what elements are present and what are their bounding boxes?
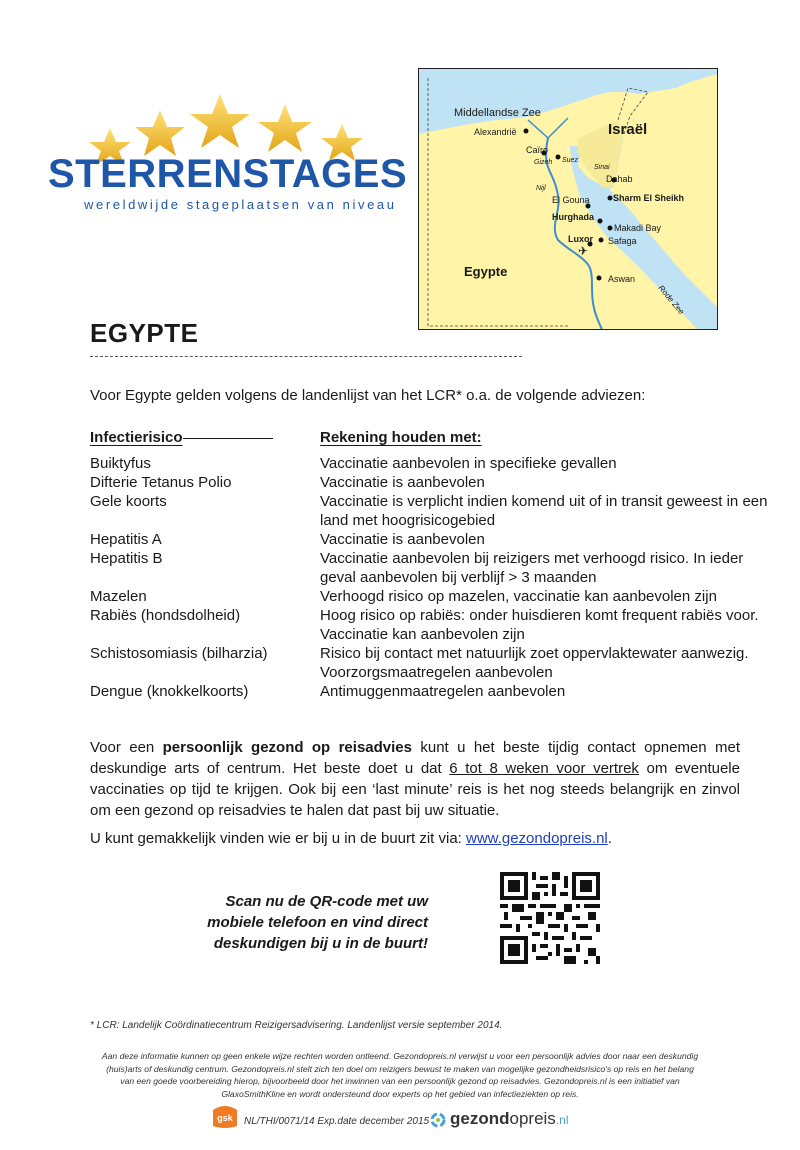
row-risk: Rabiës (hondsdolheid) xyxy=(90,607,241,624)
table-row xyxy=(90,454,770,473)
egypt-map xyxy=(418,68,718,330)
row-advice: Verhoogd risico op mazelen, vaccinatie kan aanbevolen zijn xyxy=(320,588,717,605)
advice-table xyxy=(90,428,770,701)
table-row xyxy=(90,492,770,530)
brand-rest: opreis xyxy=(509,1109,556,1128)
intro-text: Voor Egypte gelden volgens de landenlijst van het LCR* o.a. de volgende adviezen: xyxy=(90,387,646,404)
label-gizeh: Gizeh xyxy=(534,159,553,166)
label-sharm: Sharm El Sheikh xyxy=(613,193,685,203)
disclaimer: Aan deze informatie kunnen op geen enkele wijze rechten worden ontleend. Gezondopreis.nl verwijst u voor een persoonlijk advies door naar een deskundig (huis)arts of deskundig centrum. Gezondopreis.nl stelt zich ten doel om reizigers bewust te maken van mogelijke gezondheidsrisico's op reis en het belang van een goede voorbereiding hierop, bijvoorbeeld door het inwinnen van een persoonlijk gezond op reisadvies. Gezondopreis.nl is een initiatief van GlaxoSmithKline en wordt ondersteund door experts op het gebied van infectieziekten op reis. xyxy=(101,1051,699,1099)
label-sinai: Sinai xyxy=(594,164,610,171)
header-rekening: Rekening houden met: xyxy=(320,429,482,446)
logo-tagline: wereldwijde stageplaatsen van niveau xyxy=(84,197,397,212)
row-advice: Vaccinatie is aanbevolen xyxy=(320,531,485,548)
logo-name: STERRENSTAGES xyxy=(48,152,408,196)
page-title: EGYPTE xyxy=(90,318,199,348)
gezondopreis-brand xyxy=(450,1109,569,1129)
table-row xyxy=(90,682,770,701)
map-graphic xyxy=(418,68,718,330)
label-cairo: Caïro xyxy=(526,145,549,155)
para-text-3: om eventuele vaccinaties op tijd te krijgen. Ook bij een ‘last minute’ reis is het nog steeds belangrijk en zinvol om een gezond op reisadvies te halen dat past bij uw situatie. xyxy=(90,760,740,819)
sterrenstages-logo xyxy=(40,90,408,220)
row-advice: Vaccinatie aanbevolen in specifieke gevallen xyxy=(320,455,617,472)
label-red-sea: Rode Zee xyxy=(656,283,686,317)
row-advice: Risico bij contact met natuurlijk zoet oppervlaktewater aanwezig. Voorzorgsmaatregelen aanbevolen xyxy=(320,645,749,681)
label-safaga: Safaga xyxy=(608,236,637,246)
label-suez: Suez xyxy=(562,157,578,164)
airplane-icon: ✈ xyxy=(578,244,589,258)
row-risk: Mazelen xyxy=(90,588,147,605)
table-row xyxy=(90,549,770,587)
row-risk: Hepatitis A xyxy=(90,531,162,548)
label-luxor: Luxor xyxy=(568,234,594,244)
row-risk: Buiktyfus xyxy=(90,455,151,472)
label-dahab: Dahab xyxy=(606,174,633,184)
qr-code-icon[interactable] xyxy=(500,872,600,964)
table-row xyxy=(90,606,770,644)
label-egypte: Egypte xyxy=(464,264,508,279)
gsk-logo-text: gsk xyxy=(217,1113,233,1123)
row-advice: Antimuggenmaatregelen aanbevolen xyxy=(320,683,566,700)
gsk-logo xyxy=(210,1104,240,1130)
row-advice: Vaccinatie is aanbevolen xyxy=(320,474,485,491)
label-nijl: Nijl xyxy=(536,185,546,192)
label-hurghada: Hurghada xyxy=(552,212,595,222)
para-underline: 6 tot 8 weken voor vertrek xyxy=(449,760,639,777)
para-text-1: Voor een xyxy=(90,739,163,756)
table-row xyxy=(90,587,770,606)
gezondopreis-link[interactable]: www.gezondopreis.nl xyxy=(466,830,608,847)
label-elgouna: El Gouna xyxy=(552,195,590,205)
document-code: NL/THI/0071/14 Exp.date december 2015 xyxy=(244,1116,430,1127)
row-risk: Gele koorts xyxy=(90,493,167,510)
link-paragraph xyxy=(90,828,740,849)
header-infectierisico: Infectierisico xyxy=(90,428,320,447)
table-header xyxy=(90,428,770,447)
label-alexandrie: Alexandrië xyxy=(474,127,517,137)
advice-paragraph xyxy=(90,737,740,821)
para-text-2: kunt u het beste tijdig contact opnemen met deskundige arts of centrum. Het beste doet u dat xyxy=(90,739,740,777)
qr-instruction: Scan nu de QR-code met uw mobiele telefoon en vind direct deskundigen bij u in de buurt! xyxy=(207,893,428,952)
row-risk: Dengue (knokkelkoorts) xyxy=(90,683,249,700)
row-risk: Schistosomiasis (bilharzia) xyxy=(90,645,268,662)
para-bold: persoonlijk gezond op reisadvies xyxy=(162,739,412,756)
row-advice: Vaccinatie aanbevolen bij reizigers met verhoogd risico. In ieder geval aanbevolen bij verblijf > 3 maanden xyxy=(320,550,744,586)
label-israel: Israël xyxy=(608,121,648,138)
label-makadi: Makadi Bay xyxy=(614,223,662,233)
row-advice: Hoog risico op rabiës: onder huisdieren komt frequent rabiës voor. Vaccinatie kan aanbevolen zijn xyxy=(320,607,759,643)
table-row xyxy=(90,644,770,682)
brand-bold: gezond xyxy=(450,1109,510,1128)
gezondopreis-icon xyxy=(428,1110,448,1130)
label-sea-north: Middellandse Zee xyxy=(454,107,541,119)
link-paragraph-text: U kunt gemakkelijk vinden wie er bij u in de buurt zit via: xyxy=(90,830,467,847)
label-aswan: Aswan xyxy=(608,274,636,284)
table-row xyxy=(90,530,770,549)
row-risk: Hepatitis B xyxy=(90,550,163,567)
brand-tld: .nl xyxy=(555,1113,569,1127)
footnote: * LCR: Landelijk Coördinatiecentrum Reizigersadvisering. Landenlijst versie september 2014. xyxy=(90,1020,503,1031)
link-paragraph-end: . xyxy=(607,830,612,847)
table-row xyxy=(90,473,770,492)
divider xyxy=(90,356,522,357)
row-advice: Vaccinatie is verplicht indien komend uit of in transit geweest in een land met hoogrisicogebied xyxy=(320,493,768,529)
row-risk: Difterie Tetanus Polio xyxy=(90,474,232,491)
